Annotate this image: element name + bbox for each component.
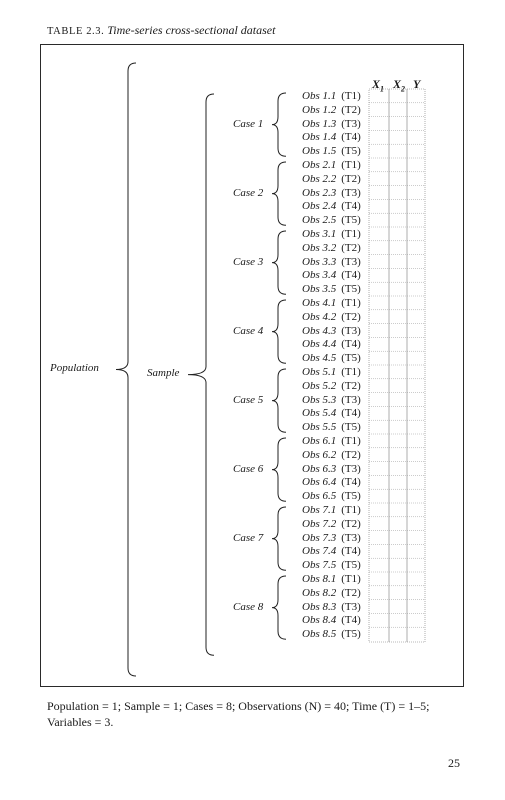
case-bracket (272, 576, 286, 639)
observation-row (302, 573, 361, 585)
sample-label: Sample (147, 366, 180, 379)
population-bracket (116, 63, 136, 676)
observation-label: Obs 4.5 (302, 352, 337, 365)
observation-label: Obs 2.4 (302, 200, 337, 213)
case-bracket (272, 93, 286, 156)
observation-label: Obs 5.4 (302, 407, 337, 420)
observation-label: Obs 3.2 (302, 241, 337, 254)
observation-label: Obs 4.2 (302, 310, 337, 323)
observation-label: Obs 7.1 (302, 504, 337, 516)
time-period: (T5) (341, 352, 361, 365)
table-note: Population = 1; Sample = 1; Cases = 8; Observations (N) = 40; Time (T) = 1–5; Variables = 3. (47, 699, 430, 729)
observation-row (302, 104, 361, 116)
observation-row (302, 421, 361, 433)
observation-row (302, 504, 361, 516)
time-period: (T2) (341, 379, 361, 392)
time-period: (T4) (341, 545, 361, 558)
table-title: Time-series cross-sectional dataset (107, 23, 276, 37)
case-bracket (272, 300, 286, 363)
case-label: Case 1 (233, 117, 264, 130)
observation-row (302, 352, 361, 364)
observation-row (302, 256, 361, 268)
observation-row (302, 435, 361, 447)
observation-label: Obs 6.3 (302, 462, 337, 475)
time-period: (T5) (341, 421, 361, 434)
observation-label: Obs 6.5 (302, 490, 337, 503)
observation-row (302, 338, 361, 350)
observation-row (302, 559, 361, 571)
observation-label: Obs 7.2 (302, 517, 337, 530)
observation-label: Obs 1.3 (302, 117, 337, 130)
observation-row (302, 131, 361, 143)
time-period: (T4) (341, 407, 361, 420)
observation-label: Obs 3.1 (302, 228, 337, 240)
time-period: (T3) (341, 531, 361, 544)
observation-row (302, 532, 361, 544)
case-bracket (272, 162, 286, 225)
observation-row (302, 283, 361, 295)
time-period: (T2) (341, 310, 361, 323)
observation-label: Obs 1.2 (302, 103, 337, 116)
population-label: Population (50, 361, 99, 374)
time-period: (T2) (341, 448, 361, 461)
time-period: (T5) (341, 490, 361, 503)
time-period: (T1) (341, 366, 361, 378)
time-period: (T5) (341, 628, 361, 641)
time-period: (T1) (341, 435, 361, 447)
time-period: (T5) (341, 214, 361, 227)
observation-row (302, 159, 361, 171)
observation-label: Obs 3.5 (302, 283, 337, 296)
observation-label: Obs 3.3 (302, 255, 337, 268)
time-period: (T3) (341, 393, 361, 406)
observation-label: Obs 4.1 (302, 297, 337, 309)
time-period: (T5) (341, 559, 361, 572)
observation-label: Obs 1.4 (302, 131, 337, 144)
observation-row (302, 407, 361, 419)
time-period: (T2) (341, 241, 361, 254)
time-period: (T1) (341, 90, 361, 102)
time-period: (T4) (341, 476, 361, 489)
case-bracket (272, 507, 286, 570)
time-period: (T3) (341, 186, 361, 199)
observation-row (302, 145, 361, 157)
observation-label: Obs 4.3 (302, 324, 337, 337)
observation-label: Obs 4.4 (302, 338, 337, 351)
observation-row (302, 490, 361, 502)
observation-row (302, 242, 361, 254)
time-period: (T4) (341, 131, 361, 144)
case-label: Case 4 (233, 324, 264, 337)
observation-label: Obs 5.3 (302, 393, 337, 406)
time-period: (T2) (341, 586, 361, 599)
observation-label: Obs 8.1 (302, 573, 337, 585)
observation-label: Obs 5.5 (302, 421, 337, 434)
case-bracket (272, 438, 286, 501)
observation-row (302, 214, 361, 226)
case-label: Case 2 (233, 186, 264, 199)
time-period: (T4) (341, 200, 361, 213)
observation-row (302, 90, 361, 102)
observation-label: Obs 3.4 (302, 269, 337, 282)
observation-label: Obs 8.5 (302, 628, 337, 641)
observation-label: Obs 8.2 (302, 586, 337, 599)
time-period: (T3) (341, 600, 361, 613)
time-period: (T1) (341, 228, 361, 240)
observation-row (302, 394, 361, 406)
case-label: Case 3 (233, 255, 264, 268)
observation-label: Obs 7.3 (302, 531, 337, 544)
time-period: (T4) (341, 614, 361, 627)
observation-label: Obs 1.5 (302, 145, 337, 158)
observation-row (302, 614, 361, 626)
observation-row (302, 366, 361, 378)
observation-row (302, 325, 361, 337)
time-period: (T1) (341, 159, 361, 171)
time-period: (T3) (341, 324, 361, 337)
case-label: Case 5 (233, 393, 264, 406)
time-period: (T3) (341, 462, 361, 475)
time-period: (T1) (341, 504, 361, 516)
column-header-x2: $X_2$ (393, 77, 406, 94)
observation-row (302, 449, 361, 461)
observation-row (302, 463, 361, 475)
observation-row (302, 628, 361, 640)
time-period: (T1) (341, 297, 361, 309)
sample-bracket (188, 94, 214, 655)
observation-row (302, 228, 361, 240)
observation-label: Obs 2.3 (302, 186, 337, 199)
time-period: (T3) (341, 117, 361, 130)
case-label: Case 7 (233, 531, 264, 544)
observation-row (302, 173, 361, 185)
time-period: (T1) (341, 573, 361, 585)
observation-label: Obs 7.4 (302, 545, 337, 558)
observation-label: Obs 8.4 (302, 614, 337, 627)
case-label: Case 8 (233, 600, 264, 613)
case-bracket (272, 231, 286, 294)
observation-label: Obs 2.1 (302, 159, 337, 171)
observation-row (302, 297, 361, 309)
case-label: Case 6 (233, 462, 264, 475)
observation-row (302, 587, 361, 599)
observation-label: Obs 8.3 (302, 600, 337, 613)
observation-label: Obs 5.1 (302, 366, 337, 378)
time-period: (T4) (341, 269, 361, 282)
observation-row (302, 518, 361, 530)
observation-label: Obs 5.2 (302, 379, 337, 392)
time-period: (T3) (341, 255, 361, 268)
observation-row (302, 118, 361, 130)
observation-row (302, 476, 361, 488)
time-period: (T2) (341, 103, 361, 116)
time-period: (T5) (341, 283, 361, 296)
table-label: TABLE 2.3. (47, 26, 105, 37)
observation-row (302, 200, 361, 212)
time-period: (T2) (341, 517, 361, 530)
observation-label: Obs 2.2 (302, 172, 337, 185)
observation-row (302, 545, 361, 557)
observation-label: Obs 6.4 (302, 476, 337, 489)
observation-row (302, 187, 361, 199)
observation-label: Obs 2.5 (302, 214, 337, 227)
observation-label: Obs 6.2 (302, 448, 337, 461)
observation-row (302, 601, 361, 613)
observation-row (302, 311, 361, 323)
page-number: 25 (448, 756, 460, 770)
time-period: (T5) (341, 145, 361, 158)
case-bracket (272, 369, 286, 432)
column-header-x1: $X_1$ (372, 77, 385, 94)
observation-label: Obs 6.1 (302, 435, 337, 447)
observation-row (302, 380, 361, 392)
time-period: (T4) (341, 338, 361, 351)
observation-label: Obs 7.5 (302, 559, 337, 572)
time-period: (T2) (341, 172, 361, 185)
observation-row (302, 269, 361, 281)
column-header-y: Y (413, 77, 421, 91)
observation-label: Obs 1.1 (302, 90, 337, 102)
